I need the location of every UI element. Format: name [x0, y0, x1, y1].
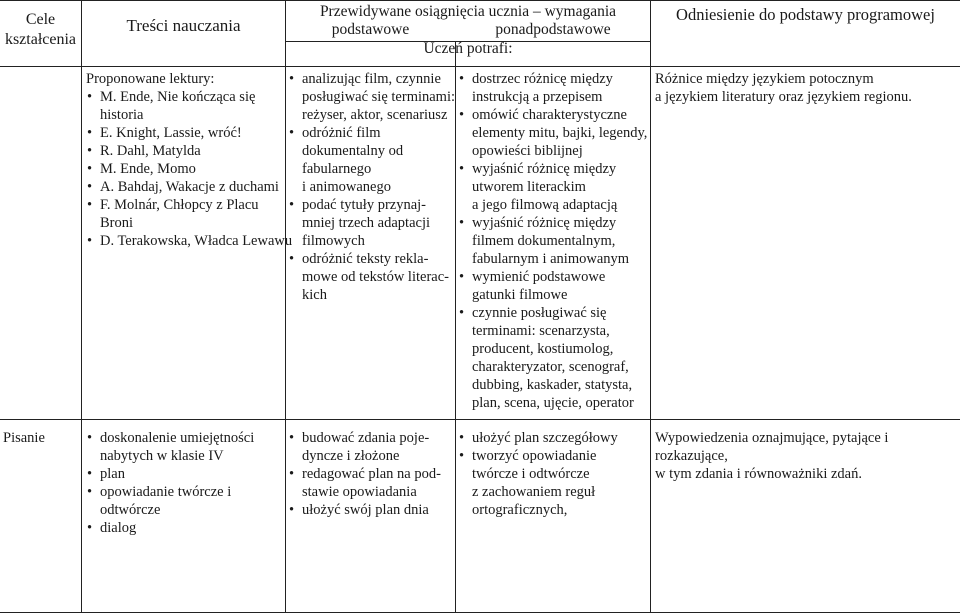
row2-basic-cell [288, 429, 441, 519]
reading-list-item: • D. Terakowska, Władca Lewawu [86, 232, 292, 250]
basic-requirement-item: • odróżnić film [288, 124, 455, 142]
reading-list [86, 88, 292, 250]
reading-list-item: • F. Molnár, Chłopcy z Placu [86, 196, 292, 214]
basic-requirement-item-continued: dyncze i złożone [302, 448, 400, 464]
row2-goal-cell [3, 429, 45, 447]
advanced-requirement-item: • omówić charakterystyczne [458, 106, 647, 124]
col-divider-1 [81, 0, 82, 613]
col-divider-3 [455, 41, 456, 613]
header-basic: podstawowe [331, 21, 410, 38]
reference-line: w tym zdania i równoważniki zdań. [655, 466, 862, 482]
basic-requirement-item-continued: stawie opowiadania [302, 484, 417, 500]
basic-requirement-item-continued: mowe od tekstów literac- [302, 269, 449, 285]
reading-list-item: • E. Knight, Lassie, wróć! [86, 124, 292, 142]
row2-advanced-cell [458, 429, 618, 519]
advanced-requirement-item-continued: z zachowaniem reguł [472, 484, 596, 500]
row-divider [0, 419, 960, 420]
header-advanced: ponadpodstawowe [495, 21, 611, 38]
reference-line: a językiem literatury oraz językiem regionu. [655, 89, 912, 105]
header-bottom-border [0, 66, 960, 67]
basic-requirement-item-continued: dokumentalny od [302, 143, 404, 159]
advanced-requirement-item-continued: fabularnym i animowanym [472, 251, 630, 267]
reading-list-item: • R. Dahl, Matylda [86, 142, 292, 160]
reading-list-item-continued: Broni [100, 215, 134, 231]
advanced-requirement-item-continued: dubbing, kaskader, statysta, [472, 377, 633, 393]
basic-requirement-item-continued: i animowanego [302, 179, 391, 195]
col-divider-4 [650, 0, 651, 613]
advanced-requirement-item-continued: producent, kostiumolog, [472, 341, 614, 357]
advanced-requirement-item-continued: charakteryzator, scenograf, [472, 359, 629, 375]
basic-requirement-item: • podać tytuły przynaj- [288, 196, 455, 214]
advanced-requirement-item-continued: plan, scena, ujęcie, operator [472, 395, 634, 411]
advanced-requirement-item: • ułożyć plan szczegółowy [458, 429, 618, 447]
advanced-requirement-item-continued: terminami: scenarzysta, [472, 323, 610, 339]
reference-line: rozkazujące, [655, 448, 728, 464]
row2-reference-cell [655, 429, 888, 483]
row1-content-cell [86, 70, 292, 250]
header-sub: Uczeń potrafi: [423, 40, 513, 57]
table-bottom-border [0, 612, 960, 613]
basic-requirement-item-continued: reżyser, aktor, scenariusz [302, 107, 448, 123]
advanced-requirement-item-continued: ortograficznych, [472, 502, 568, 518]
reading-list-title: Proponowane lektury: [86, 71, 215, 87]
advanced-requirement-item-continued: utworem literackim [472, 179, 586, 195]
advanced-requirement-item-continued: filmem dokumentalnym, [472, 233, 616, 249]
advanced-requirement-item: • wyjaśnić różnicę między [458, 214, 647, 232]
header-content: Treści nauczania [126, 16, 241, 35]
reading-list-item-continued: historia [100, 107, 144, 123]
row1-reference-cell [655, 70, 912, 106]
reference-line: Różnice między językiem potocznym [655, 71, 874, 87]
advanced-requirement-item: • dostrzec różnicę między [458, 70, 647, 88]
header-reference: Odniesienie do podstawy programowej [676, 5, 935, 24]
content-item-continued: nabytych w klasie IV [100, 448, 224, 464]
advanced-requirement-item-continued: a jego filmową adaptacją [472, 197, 618, 213]
header-goals [0, 10, 81, 50]
basic-requirement-item-continued: fabularnego [302, 161, 372, 177]
row2-goal: Pisanie [3, 430, 45, 446]
content-item: • opowiadanie twórcze i [86, 483, 254, 501]
basic-requirement-item: • analizując film, czynnie [288, 70, 455, 88]
advanced-requirement-item: • wyjaśnić różnicę między [458, 160, 647, 178]
advanced-requirement-item: • czynnie posługiwać się [458, 304, 647, 322]
advanced-requirement-item-continued: opowieści biblijnej [472, 143, 583, 159]
reading-list-item: • A. Bahdaj, Wakacje z duchami [86, 178, 292, 196]
advanced-requirement-item-continued: twórcze i odtwórcze [472, 466, 590, 482]
row1-basic-cell [288, 70, 455, 304]
row1-advanced-cell [458, 70, 647, 412]
header-goals-line1: Cele [25, 11, 56, 28]
row2-content-cell [86, 429, 254, 537]
advanced-requirement-item: • wymienić podstawowe [458, 268, 647, 286]
basic-requirement-item: • redagować plan na pod- [288, 465, 441, 483]
advanced-requirement-item-continued: elementy mitu, bajki, legendy, [472, 125, 648, 141]
basic-requirement-item-continued: posługiwać się terminami: [302, 89, 456, 105]
content-item-continued: odtwórcze [100, 502, 161, 518]
basic-requirement-item: • odróżnić teksty rekla- [288, 250, 455, 268]
table-top-border [0, 0, 960, 1]
header-goals-line2: kształcenia [4, 31, 77, 48]
reading-list-item: • M. Ende, Momo [86, 160, 292, 178]
basic-requirement-item: • budować zdania poje- [288, 429, 441, 447]
advanced-requirement-item-continued: gatunki filmowe [472, 287, 568, 303]
basic-requirement-item: • ułożyć swój plan dnia [288, 501, 441, 519]
basic-requirement-item-continued: mniej trzech adaptacji [302, 215, 431, 231]
advanced-requirement-item-continued: instrukcją a przepisem [472, 89, 603, 105]
reading-list-item: • M. Ende, Nie kończąca się [86, 88, 292, 106]
basic-requirement-item-continued: kich [302, 287, 327, 303]
advanced-requirement-item: • tworzyć opowiadanie [458, 447, 618, 465]
content-item: • doskonalenie umiejętności [86, 429, 254, 447]
header-achievements-title: Przewidywane osiągnięcia ucznia – wymagania [319, 3, 617, 20]
reference-line: Wypowiedzenia oznajmujące, pytające i [655, 430, 889, 446]
content-item: • plan [86, 465, 254, 483]
content-item: • dialog [86, 519, 254, 537]
basic-requirement-item-continued: filmowych [302, 233, 365, 249]
